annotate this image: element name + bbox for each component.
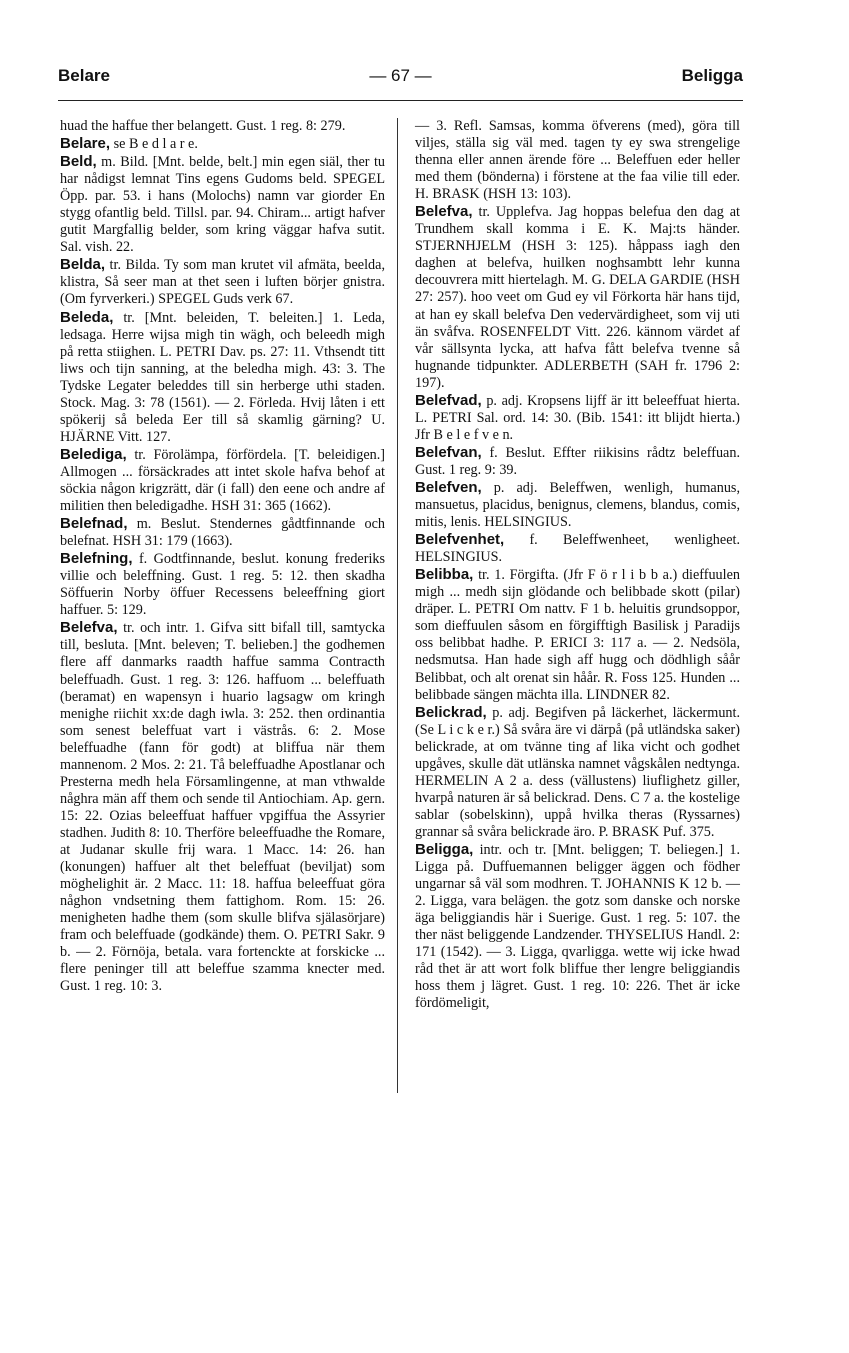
dictionary-entry [60, 446, 385, 515]
entry-text: tr. och intr. 1. Gifva sitt bifall till, samtycka till, besluta. [Mnt. beleven; T. belieben.] the godhemen flere aff danmarks raadth haffue samma Contracth beleffuadh. Gust. 1 reg. 3: 126. haffuom ... beleffuath (beramat) en wapensyn i huario lagsagw om kringh menighe riichit xx:de dagh iwla. 3: 252. then ordinantia som senest beleffuat vart i västrås. 6: 2. Mose beleffuadhe (fann för godt) at bliffua när them mannenom. 2 Mos. 2: 21. Tå beleffuadhe Apostlanar och Presterna medh hela Församlingenne, at man vthwalde någhra män aff them och sende til Antiochiam. Ap. gern. 15: 22. Ozias beleeffuat haffuer vpgiffua the Assyrier stadhen. Judith 8: 10. Therföre beleeffuadhe the Romare, at Judanar skulle frij wara. 1 Macc. 14: 26. han (konungen) haffuer alt thet beleffuat (beviljat) som möghelighit är. 2 Macc. 11: 18. haffua beleeffuat göra någhon vndsetning them fattighom. Rom. 15: 26. menigheten hadhe them (som skulle blifva själasörjare) fram och beleffuade (godkände) them. O. PETRI Sakr. 9 b. — 2. Förnöja, betala. vara fortenckte at forskicke ... flere peninger till att beleffue szamma knecter med. Gust. 1 reg. 10: 3. [60, 620, 385, 995]
dictionary-entry [415, 444, 740, 479]
entry-headword: Beleda, [60, 308, 114, 326]
dictionary-entry [415, 392, 740, 444]
entry-text: se B e d l a r e. [110, 136, 198, 153]
dictionary-entry [415, 531, 740, 566]
entry-text: p. adj. Begifven på läckerhet, läckermunt. (Se L i c k e r.) Så svåra äre vi därpå (på utländska saker) belickrade, at om tvänne ting af lika vicht och godhet upgåves, skulle dät utlänska namnet vågskålen nedtynga. HERMELIN A 2 a. dess (vällustens) liuflighetz giller, hvarpå naturen är så belickrad. Dens. C 7 a. the kostelige sablar (sobelskinn), uppå hvilka theras (Ryssarnes) grannar så svåra belickrade äro. P. BRASK Puf. 375. [415, 704, 740, 840]
entry-headword: Belibba, [415, 566, 474, 584]
entry-headword: Belefvad, [415, 391, 482, 409]
dictionary-entry [60, 256, 385, 308]
entry-text: huad the haffue ther belangett. Gust. 1 reg. 8: 279. [60, 118, 346, 134]
entry-text: f. Beleffwenheet, wenligheet. HELSINGIUS. [415, 532, 740, 566]
header-first-headword: Belare [58, 66, 110, 85]
dictionary-entry [415, 566, 740, 703]
header-last-headword: Beligga [681, 66, 743, 85]
entry-text: tr. 1. Förgifta. (Jfr F ö r l i b b a.) dieffuulen migh ... medh sijn glödande och belibbade skott (pilar) dräper. L. PETRI Om nattv. F 1 b. heluitis grundsoppor, som dieffuulen såsom en förgifftigh Basilisk j Paradijs oss belibbat hadhe. P. ERICI 3: 117 a. — 2. Nedsöla, nedsmutsa. Han hade sigh aff hugg och dödhligh såår Belibbat, och alt orenat sin håår. R. Foss 125. Hunden ... belibbade sängen mächta illa. LINDNER 82. [415, 567, 740, 703]
entry-headword: Belefven, [415, 478, 482, 496]
entry-text: intr. och tr. [Mnt. beliggen; T. beliegen.] 1. Ligga på. Duffuemannen beligger äggen och födher ungarnar så väl som modhren. T. JOHANNIS K 12 b. — 2. Ligga, vara belägen. the gotz som danske och norske äga beliggiandis här i Suerige. Gust. 1 reg. 5: 107. the ther näst beliggende Landzender. THYSELIUS Handl. 2: 171 (1542). — 3. Ligga, qvarligga. wette wij icke hwad råd thet är att wort folk bliffue ther lengre beliggiandis hoss them j lägret. Gust. 1 reg. 10: 226. Thet är icke fördömeligit, [415, 841, 740, 1012]
entry-headword: Belickrad, [415, 703, 487, 721]
dictionary-entry [60, 153, 385, 256]
entry-headword: Belda, [60, 256, 106, 274]
entry-headword: Belefnad, [60, 515, 128, 533]
dictionary-entry [60, 309, 385, 446]
running-header [58, 66, 743, 94]
dictionary-entry [60, 550, 385, 619]
entry-text: m. Bild. [Mnt. belde, belt.] min egen siäl, ther tu har nådigst lemnat Tins egens Gudoms beld. SPEGEL Öpp. par. 53. i hans (Molochs) namn var giorder En stygg ofantlig beld. Tillsl. par. 94. Chiram... artigt hafver gutit Margfallig belder, som kring väggar hafva sutit. Sal. vish. 22. [60, 154, 385, 256]
entry-text: p. adj. Beleffwen, wenligh, humanus, mansuetus, placidus, benignus, clemens, blandus, comis, mitis, lenis. HELSINGIUS. [415, 479, 740, 531]
entry-text: tr. Upplefva. Jag hoppas belefua den dag at Trundhem skall komma i E. K. Maj:ts händer. STJERNHJELM (HSH 3: 125). håppass iagh den daghen at belefva, huilken noghsambtt lehr kunna decouvrera mitt hiertelagh. M. G. DELA GARDIE (HSH 27: 257). hoo veet om Gud ey vil Förkorta här hans tijd, at han ey skall belefva Den vedervärdigheet, som vij uti än svåfva. ROSENFELDT Vitt. 226. kännom värdet af vår sällsynta lycka, att hafva fått belefva tvenne så hugnande tidpunkter. ADLERBETH (SAH fr. 1796 2: 197). [415, 204, 740, 391]
entry-text: m. Beslut. Stendernes gådtfinnande och belefnat. HSH 31: 179 (1663). [60, 516, 385, 550]
entry-headword: Belefvan, [415, 443, 482, 461]
page-number: — 67 — [369, 66, 432, 85]
entry-headword: Belefning, [60, 550, 133, 568]
entry-text: tr. Förolämpa, förfördela. [T. beleidigen.] Allmogen ... försäckrades att intet skole hafva behof at söckia någon krigzrätt, där (i fall) den eene och andre af militien then beledigadhe. HSH 31: 365 (1662). [60, 446, 385, 515]
dictionary-entry [415, 203, 740, 392]
entry-text: f. Godtfinnande, beslut. konung frederiks villie och beleffning. Gust. 1 reg. 5: 12. then skadha Söffuerin Norby öffuer Recessens beleeffning giort haffuer. 5: 129. [60, 551, 385, 619]
entry-text: f. Beslut. Effter riikisins rådtz beleffuan. Gust. 1 reg. 9: 39. [415, 444, 740, 478]
dictionary-entry [60, 135, 385, 153]
entry-headword: Belefva, [415, 203, 473, 221]
dictionary-entry [60, 515, 385, 550]
column-divider [397, 118, 398, 1093]
dictionary-entry [415, 479, 740, 531]
entry-text: — 3. Refl. Samsas, komma öfverens (med), göra till viljes, ställa sig väl med. tagen ty ey swa strengelige thenna eller annen ärende före ... Beleffuen eder heller med them (bönderna) i förstene at the faa vilie till eder. H. BRASK (HSH 13: 103). [415, 118, 740, 203]
left-column [60, 118, 385, 995]
dictionary-entry [415, 118, 740, 203]
dictionary-entry [60, 619, 385, 995]
entry-headword: Belediga, [60, 445, 127, 463]
dictionary-entry [415, 704, 740, 841]
entry-headword: Beligga, [415, 840, 474, 858]
entry-headword: Beld, [60, 153, 97, 171]
entry-text: tr. [Mnt. beleiden, T. beleiten.] 1. Leda, ledsaga. Herre wijsa migh tin wägh, och beleedh migh på retta stiighen. L. PETRI Dav. ps. 27: 11. Vthsendt titt liws och tijn sanning, at the beledha migh. 43: 3. The Tydske Legater beleddes till sin herberge uthi staden. Stock. Mag. 3: 78 (1561). — 2. Förleda. Hvij låten i ett spökerij så beleda Eer till så skamlig gärning? U. HJÄRNE Vitt. 127. [60, 309, 385, 445]
dictionary-entry [415, 841, 740, 1012]
entry-headword: Belefva, [60, 619, 118, 637]
entry-text: tr. Bilda. Ty som man krutet vil afmäta, beelda, klistra, Så seer man at thet seen i luften börjer gnistra. (Om fyrverkeri.) SPEGEL Guds verk 67. [60, 257, 385, 308]
dictionary-entry [60, 118, 385, 135]
entry-text: p. adj. Kropsens lijff är itt beleeffuat hierta. L. PETRI Sal. ord. 14: 30. (Bib. 1541: itt blijdt hierta.) Jfr B e l e f v e n. [415, 392, 740, 443]
entry-headword: Belare, [60, 135, 111, 153]
entry-headword: Belefvenhet, [415, 531, 505, 549]
header-rule [58, 100, 743, 101]
right-column [415, 118, 740, 1012]
